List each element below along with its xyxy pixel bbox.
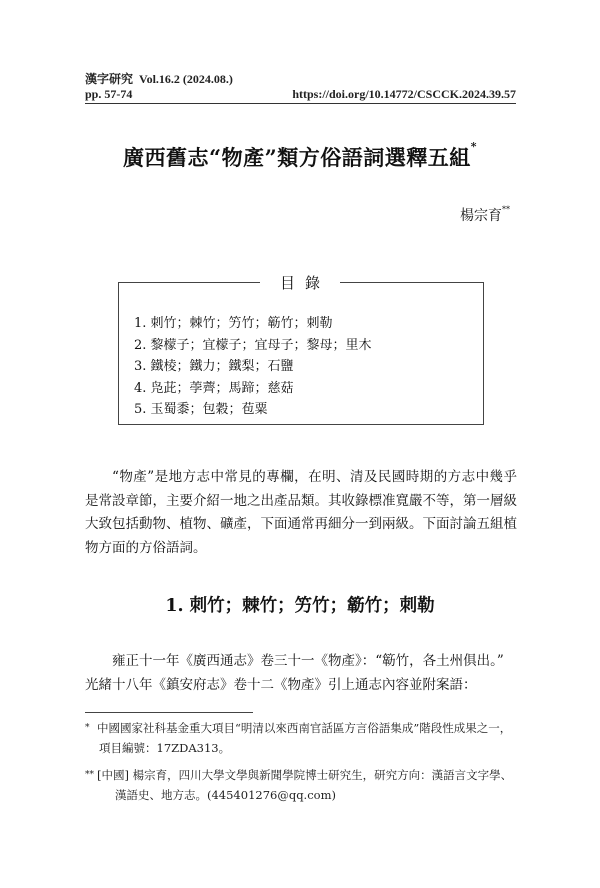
footnote-2	[85, 765, 517, 805]
footnote-1	[85, 718, 517, 758]
toc-item: 2. 黎檬子；宜檬子；宜母子；黎母；里木	[134, 337, 372, 353]
section-line-1: 雍正十一年《廣西通志》卷三十一《物產》：“簕竹，各土州俱出。”	[112, 653, 504, 669]
section-paragraph	[85, 650, 517, 697]
footnote-text: [中國] 楊宗育，四川大學文學與新聞學院博士研究生，研究方向：漢語言文字學、	[97, 768, 513, 782]
section-heading: 1. 刺竹；棘竹；竻竹；簕竹；刺勒	[165, 596, 435, 616]
doi-link[interactable]: https://doi.org/10.14772/CSCCK.2024.39.57	[292, 87, 516, 101]
toc-item: 1. 刺竹；棘竹；竻竹；簕竹；刺勒	[134, 316, 333, 331]
author-line	[460, 205, 510, 225]
author-footnote-mark[interactable]: **	[502, 205, 510, 214]
journal-header	[85, 70, 233, 87]
toc-item: 3. 鐵棱；鐵力；鐵梨；石鹽	[134, 359, 294, 374]
journal-volume: Vol.16.2 (2024.08.)	[139, 72, 233, 86]
footnote-text: 中國國家社科基金重大項目“明清以來西南官話區方言俗語集成”階段性成果之一，	[97, 721, 512, 735]
journal-name: 漢字研究	[85, 72, 134, 86]
toc-item: 5. 玉蜀黍；包穀；苞粟	[134, 402, 268, 417]
footnote-text-cont: 漢語史、地方志。(445401276@qq.com)	[115, 788, 336, 802]
toc-heading	[0, 272, 600, 293]
author-name: 楊宗育	[460, 208, 502, 224]
footnote-mark: *	[85, 723, 90, 733]
footnote-text-cont: 項目編號：17ZDA313。	[99, 741, 231, 755]
toc-heading-text: 目錄	[260, 274, 340, 292]
footnote-mark: **	[85, 770, 94, 780]
header-rule	[85, 103, 516, 104]
footnote-rule	[85, 712, 253, 713]
paper-title	[0, 142, 600, 172]
toc-item: 4. 凫茈；荸薺；馬蹄；慈菇	[134, 380, 294, 396]
section-line-2: 光緒十八年《鎮安府志》卷十二《物產》引上通志內容並附案語：	[85, 676, 477, 693]
intro-paragraph: “物產”是地方志中常見的專欄，在明、清及民國時期的方志中幾乎是常設章節，主要介紹一地之出產品類。其收錄標准寬嚴不等，第一層級大致包括動物、植物、礦產，下面通常再細分一到兩級。下面討論五組植物方面的方俗語詞。	[85, 469, 517, 556]
paper-title-text: 廣西舊志“物產”類方俗語詞選釋五組	[123, 145, 471, 170]
toc-list	[134, 313, 372, 421]
title-footnote-mark[interactable]: *	[470, 140, 477, 153]
page-range: pp. 57-74	[85, 87, 133, 101]
